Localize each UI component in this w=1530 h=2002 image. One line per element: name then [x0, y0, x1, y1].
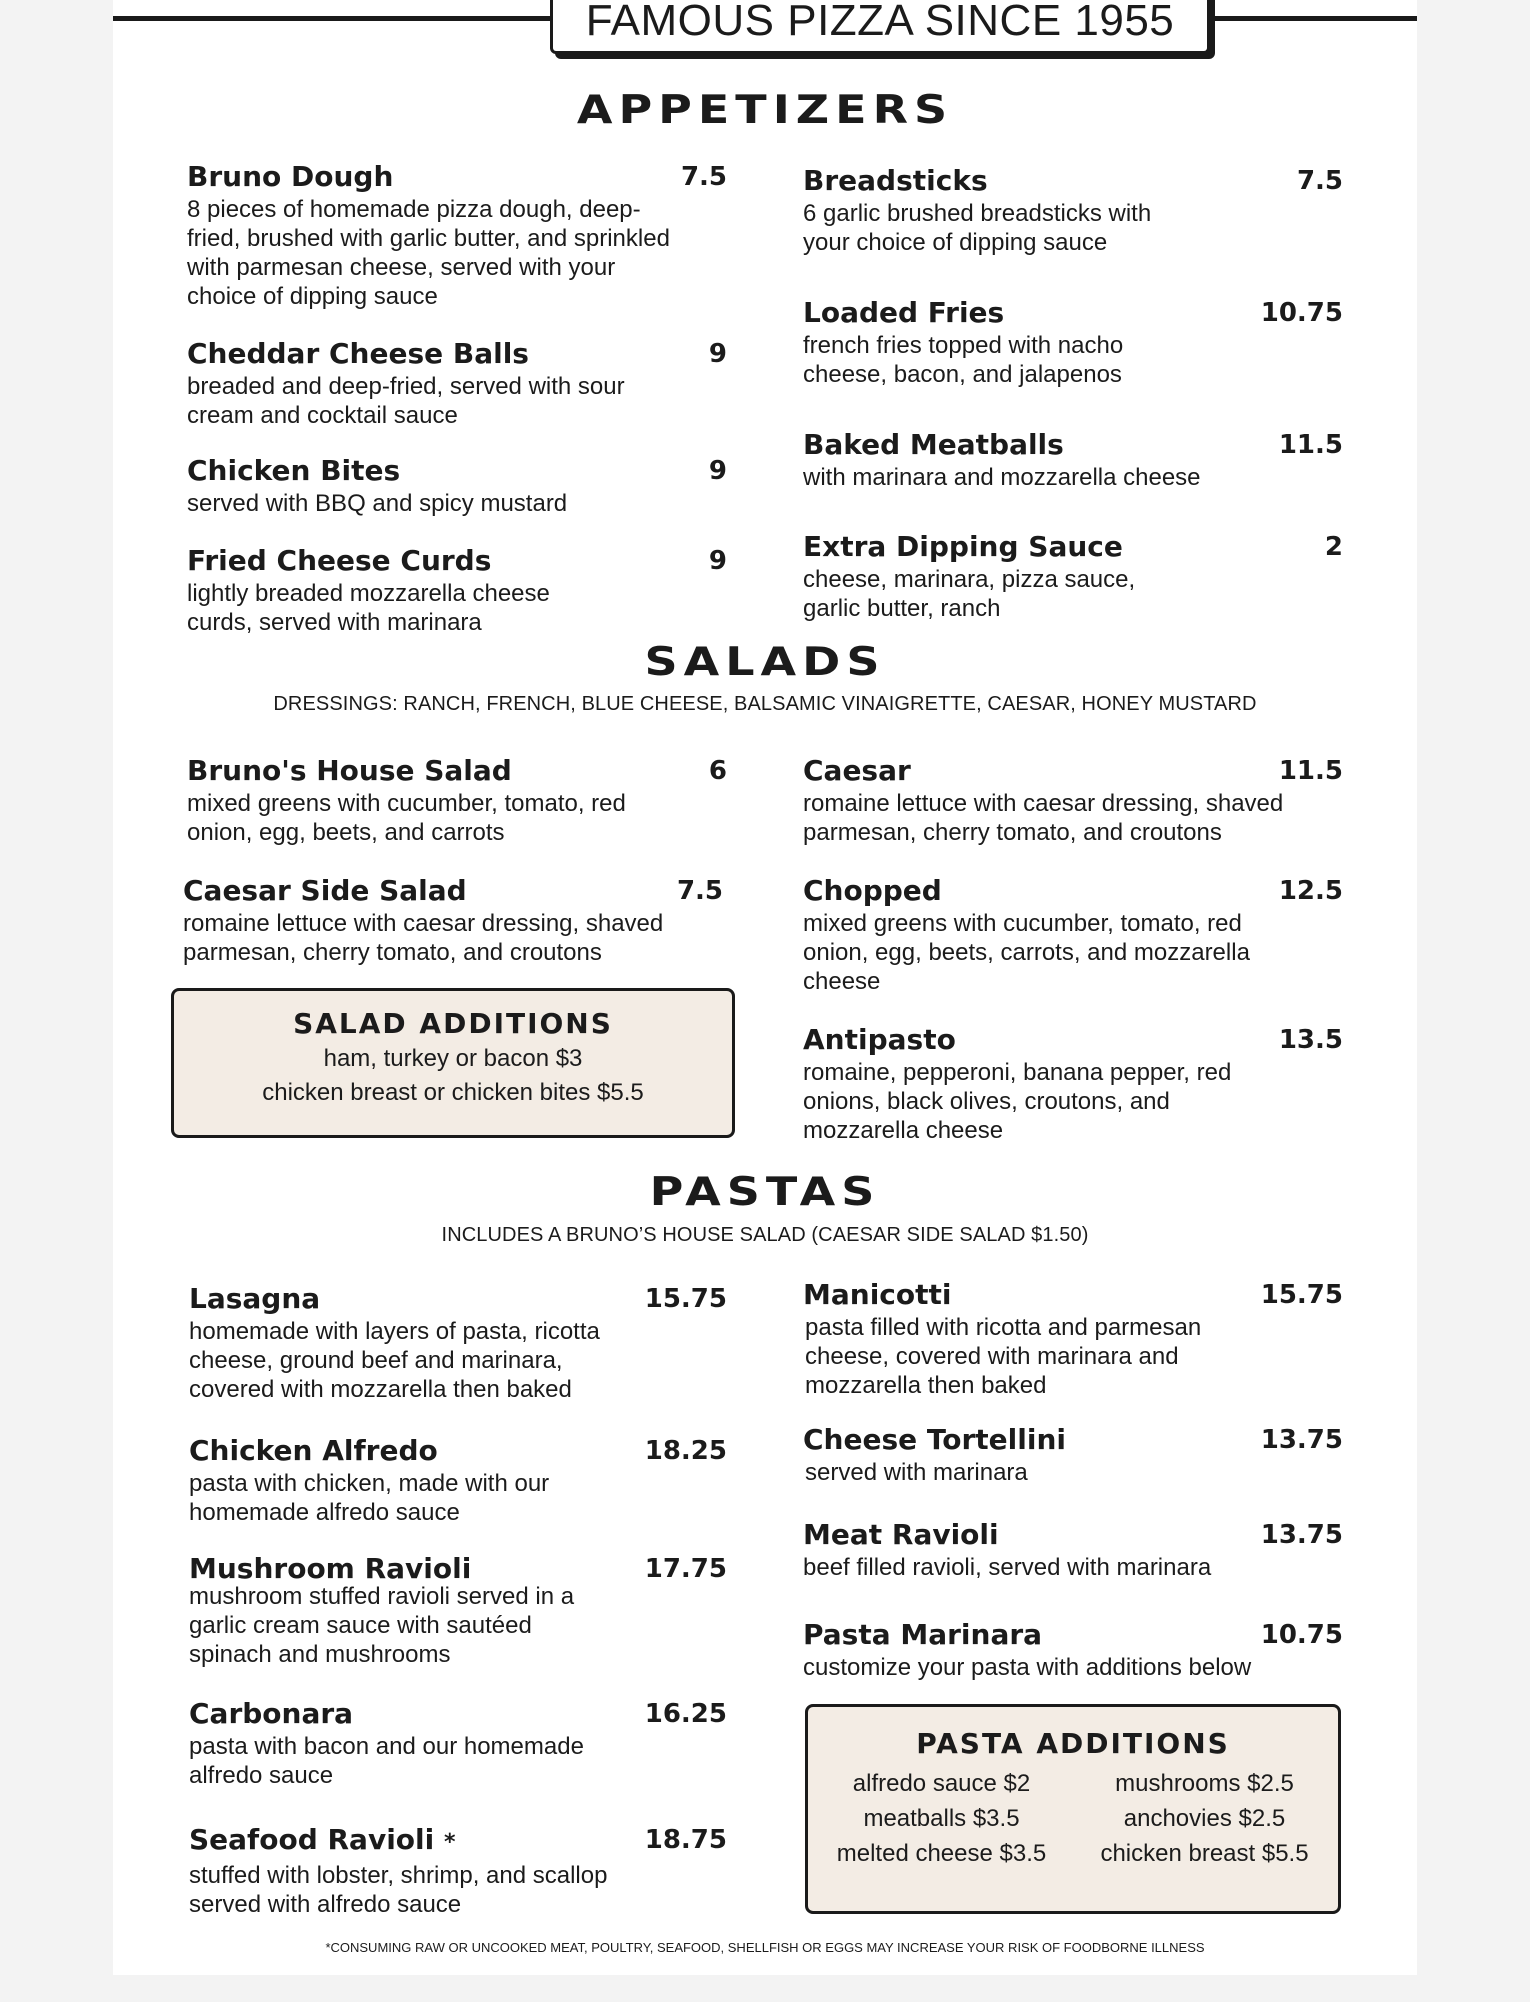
item-description: 8 pieces of homemade pizza dough, deep-fried, brushed with garlic butter, and sprinkled with parmesan cheese, served with your choice of dipping sauce — [187, 196, 670, 310]
menu-item-cheddar-cheese-balls — [187, 337, 727, 430]
item-name: Caesar — [803, 754, 911, 787]
foodborne-illness-footnote: *CONSUMING RAW OR UNCOOKED MEAT, POULTRY, SEAFOOD, SHELLFISH OR EGGS MAY INCREASE YOUR RISK OF FOODBORNE ILLNESS — [325, 1940, 1205, 1955]
salad-additions-title: SALAD ADDITIONS — [293, 1007, 613, 1040]
item-description: stuffed with lobster, shrimp, and scallop served with alfredo sauce — [189, 1862, 608, 1918]
item-name: Antipasto — [803, 1023, 956, 1056]
salad-addition-line: chicken breast or chicken bites $5.5 — [262, 1079, 644, 1106]
pasta-additions-title: PASTA ADDITIONS — [916, 1727, 1230, 1760]
item-description: 6 garlic brushed breadsticks with your choice of dipping sauce — [803, 200, 1152, 256]
pasta-addition-chicken-breast: chicken breast $5.5 — [1100, 1840, 1309, 1867]
item-price: 10.75 — [1260, 1620, 1343, 1650]
item-price: 9 — [708, 546, 727, 576]
item-price: 16.25 — [644, 1699, 727, 1729]
item-description: with marinara and mozzarella cheese — [803, 464, 1201, 491]
pasta-additions-list — [808, 1766, 1338, 1871]
item-description: french fries topped with nacho cheese, bacon, and jalapenos — [803, 332, 1124, 388]
item-name: Lasagna — [189, 1282, 321, 1315]
pasta-addition-anchovies: anchovies $2.5 — [1123, 1805, 1286, 1832]
menu-item-meat-ravioli — [803, 1518, 1343, 1582]
item-name: Chicken Alfredo — [189, 1434, 438, 1467]
menu-item-caesar — [803, 754, 1343, 847]
menu-item-extra-dipping-sauce — [803, 530, 1343, 623]
menu-item-loaded-fries — [803, 296, 1343, 389]
pasta-addition-mushrooms: mushrooms $2.5 — [1115, 1770, 1294, 1797]
pasta-addition-melted-cheese: melted cheese $3.5 — [836, 1840, 1047, 1867]
menu-item-bruno-dough — [187, 160, 727, 311]
header-banner: FAMOUS PIZZA SINCE 1955 — [550, 0, 1210, 54]
item-price: 7.5 — [1296, 166, 1343, 196]
item-description: pasta filled with ricotta and parmesan cheese, covered with marinara and mozzarella then baked — [805, 1314, 1202, 1399]
menu-item-lasagna — [189, 1282, 727, 1404]
item-description: romaine, pepperoni, banana pepper, red onions, black olives, croutons, and mozzarella cheese — [803, 1059, 1232, 1144]
menu-item-fried-cheese-curds — [187, 544, 727, 637]
salad-additions-box — [171, 988, 735, 1138]
item-name: Carbonara — [189, 1697, 354, 1730]
item-price: 15.75 — [1260, 1280, 1343, 1310]
menu-item-pasta-marinara — [803, 1618, 1343, 1682]
item-name: Chopped — [803, 874, 942, 907]
pastas-title: PASTAS — [649, 1167, 881, 1215]
header-rule-right — [1208, 16, 1417, 21]
item-name: Chicken Bites — [187, 454, 401, 487]
item-description: romaine lettuce with caesar dressing, shaved parmesan, cherry tomato, and croutons — [803, 790, 1284, 846]
menu-item-breadsticks — [803, 164, 1343, 257]
item-price: 13.75 — [1260, 1520, 1343, 1550]
appetizers-title: APPETIZERS — [576, 85, 954, 133]
item-name: Fried Cheese Curds — [187, 544, 492, 577]
item-name: Caesar Side Salad — [183, 874, 467, 907]
item-description: cheese, marinara, pizza sauce, garlic butter, ranch — [803, 566, 1136, 622]
item-price: 2 — [1324, 532, 1343, 562]
menu-item-mushroom-ravioli — [189, 1552, 727, 1669]
pasta-addition-alfredo: alfredo sauce $2 — [852, 1770, 1031, 1797]
item-description: breaded and deep-fried, served with sour cream and cocktail sauce — [187, 373, 625, 429]
menu-page — [113, 0, 1417, 1975]
item-name: Pasta Marinara — [803, 1618, 1043, 1651]
item-price: 15.75 — [644, 1284, 727, 1314]
item-name: Manicotti — [803, 1278, 952, 1311]
item-price: 17.75 — [644, 1554, 727, 1584]
salads-dressings-note: DRESSINGS: RANCH, FRENCH, BLUE CHEESE, BALSAMIC VINAIGRETTE, CAESAR, HONEY MUSTARD — [273, 693, 1257, 715]
item-price: 13.75 — [1260, 1425, 1343, 1455]
item-price: 10.75 — [1260, 298, 1343, 328]
item-description: beef filled ravioli, served with marinara — [803, 1554, 1212, 1581]
pasta-addition-meatballs: meatballs $3.5 — [863, 1805, 1020, 1832]
item-description: mixed greens with cucumber, tomato, red onion, egg, beets, and carrots — [187, 790, 626, 846]
item-name: Breadsticks — [803, 164, 988, 197]
menu-item-antipasto — [803, 1023, 1343, 1145]
menu-item-chicken-alfredo — [189, 1434, 727, 1527]
menu-item-chicken-bites — [187, 454, 727, 518]
item-name: Cheese Tortellini — [803, 1423, 1066, 1456]
item-name: Meat Ravioli — [803, 1518, 999, 1551]
item-name: Mushroom Ravioli — [189, 1552, 472, 1585]
menu-item-manicotti — [803, 1278, 1343, 1400]
item-description: homemade with layers of pasta, ricotta cheese, ground beef and marinara, covered with mozzarella then baked — [189, 1318, 600, 1403]
raw-food-asterisk: * — [443, 1830, 456, 1855]
item-name: Seafood Ravioli — [189, 1823, 435, 1856]
item-name: Baked Meatballs — [803, 428, 1064, 461]
item-name: Cheddar Cheese Balls — [187, 337, 529, 370]
item-price: 9 — [708, 456, 727, 486]
item-description: customize your pasta with additions below — [803, 1654, 1252, 1681]
item-price: 6 — [708, 756, 727, 786]
item-price: 18.25 — [644, 1436, 727, 1466]
header-rule-left — [113, 16, 553, 21]
item-price: 13.5 — [1278, 1025, 1343, 1055]
item-price: 7.5 — [676, 876, 723, 906]
item-price: 11.5 — [1278, 756, 1343, 786]
item-name: Bruno's House Salad — [187, 754, 512, 787]
item-price: 11.5 — [1278, 430, 1343, 460]
menu-item-chopped — [803, 874, 1343, 996]
menu-item-carbonara — [189, 1697, 727, 1790]
item-name: Extra Dipping Sauce — [803, 530, 1123, 563]
menu-item-brunos-house-salad — [187, 754, 727, 847]
item-description: pasta with bacon and our homemade alfredo sauce — [189, 1733, 584, 1789]
item-description: mixed greens with cucumber, tomato, red onion, egg, beets, carrots, and mozzarella cheese — [803, 910, 1250, 995]
item-price: 12.5 — [1278, 876, 1343, 906]
pastas-note: INCLUDES A BRUNO’S HOUSE SALAD (CAESAR SIDE SALAD $1.50) — [441, 1224, 1089, 1246]
item-description: served with BBQ and spicy mustard — [187, 490, 568, 517]
pasta-additions-box — [805, 1704, 1341, 1914]
item-description: mushroom stuffed ravioli served in a garlic cream sauce with sautéed spinach and mushrooms — [189, 1583, 575, 1668]
menu-item-baked-meatballs — [803, 428, 1343, 492]
item-name: Bruno Dough — [187, 160, 394, 193]
item-price: 7.5 — [680, 162, 727, 192]
item-price: 18.75 — [644, 1825, 727, 1855]
item-description: romaine lettuce with caesar dressing, shaved parmesan, cherry tomato, and croutons — [183, 910, 664, 966]
item-description: pasta with chicken, made with our homemade alfredo sauce — [189, 1470, 550, 1526]
salad-addition-line: ham, turkey or bacon $3 — [323, 1045, 583, 1072]
item-description: served with marinara — [805, 1459, 1028, 1486]
item-price: 9 — [708, 339, 727, 369]
menu-item-caesar-side-salad — [183, 874, 723, 967]
salads-title: SALADS — [644, 637, 886, 685]
item-name: Loaded Fries — [803, 296, 1005, 329]
item-description: lightly breaded mozzarella cheese curds, served with marinara — [187, 580, 550, 636]
menu-item-cheese-tortellini — [803, 1423, 1343, 1487]
menu-item-seafood-ravioli — [189, 1823, 727, 1919]
